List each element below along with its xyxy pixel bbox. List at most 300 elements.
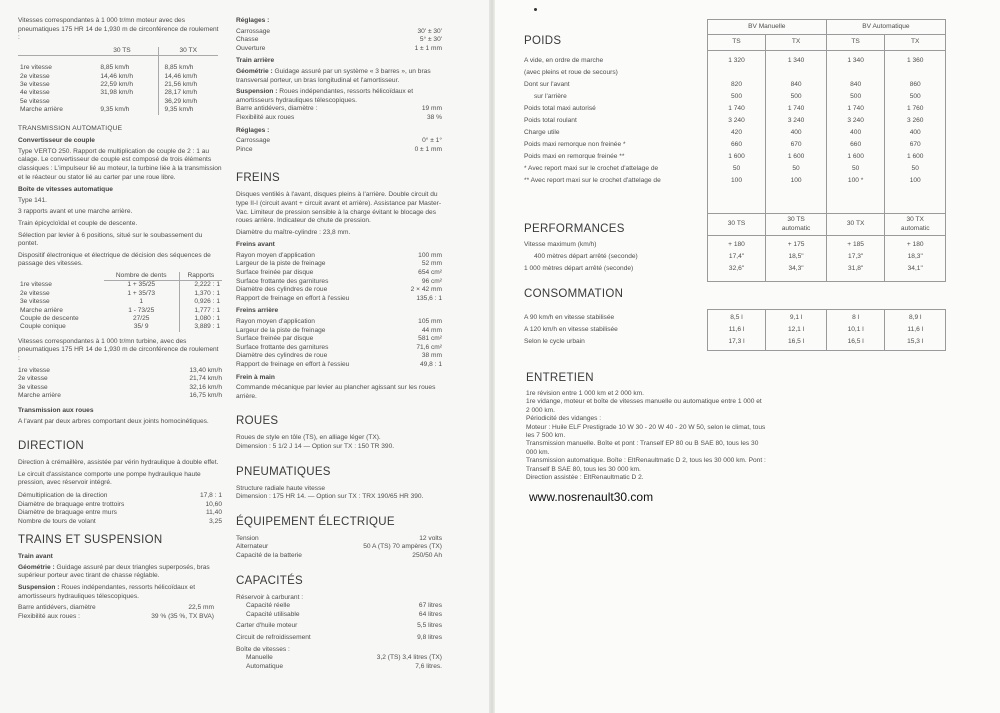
ratio-table	[18, 272, 222, 332]
bva-p3: Sélection par levier à 6 positions, situé sur le soubassement du pontet.	[18, 231, 203, 248]
reglage-arriere-label: Carrossage	[236, 137, 271, 145]
frein-avant-spec	[236, 286, 442, 295]
perf-row	[522, 240, 946, 252]
frein-avant-spec-label: Largeur de la piste de freinage	[236, 260, 326, 268]
reglage-avant	[236, 36, 442, 45]
poids-row-value: 100 *	[826, 176, 885, 188]
conso-row-value: 11,6 l	[885, 325, 946, 337]
reglage-arriere-value: 0° ± 1°	[422, 137, 442, 145]
converter-title: Convertisseur de couple	[18, 137, 95, 145]
perf-header-line1: 30 TS	[727, 220, 746, 228]
freins-arriere-title: Freins arrière	[236, 307, 279, 315]
reglage-avant-label: Chasse	[236, 36, 259, 44]
poids-row-value	[766, 68, 827, 80]
frein-arriere-spec-label: Surface freinée par disque	[236, 335, 314, 343]
frein-avant-spec	[236, 295, 442, 304]
freins-avant-title: Freins avant	[236, 241, 275, 249]
poids-row-value: 1 740	[707, 104, 766, 116]
speed-row	[18, 64, 218, 72]
frein-avant-spec-value: 100 mm	[418, 251, 442, 259]
reservoir-spec-label: Capacité utilisable	[246, 610, 300, 618]
col-header: TX	[885, 35, 946, 51]
avant-spec-value: 39 % (35 %, TX BVA)	[151, 612, 214, 620]
website-url: www.nosrenault30.com	[529, 490, 654, 504]
direction-spec	[18, 518, 222, 527]
frein-avant-spec-value: 135,6 : 1	[416, 294, 442, 302]
speed-tx: 28,17 km/h	[158, 89, 218, 97]
poids-row-value: 500	[707, 92, 766, 104]
ratio-row	[18, 315, 222, 323]
reservoir-spec-value: 67 litres	[418, 602, 442, 610]
entretien-line: Transmission manuelle. Boîte et pont : Tranself EP 80 ou B SAE 80, tous les 30 000 km.	[526, 440, 759, 456]
geometry-arriere	[236, 68, 442, 85]
perf-row-value: 31,8"	[826, 264, 885, 276]
ratio-rapport: 1,777 : 1	[179, 307, 222, 315]
entretien-line: Direction assistée : EltRenaultmatic D 2.	[526, 474, 644, 482]
speed-ts: 22,59 km/h	[100, 81, 133, 88]
ratio-rapport: 1,080 : 1	[179, 315, 222, 323]
suspension-arriere	[236, 88, 442, 105]
arriere-spec	[236, 105, 442, 114]
speed-table	[18, 47, 218, 115]
conso-row-value: 17,3 l	[707, 337, 766, 349]
direction-p2: Le circuit d'assistance comporte une pompe hydraulique haute pression, avec réservoir intégré.	[18, 470, 201, 487]
entretien-line: Périodicité des vidanges :	[526, 415, 602, 423]
speed-label: 2e vitesse	[20, 72, 50, 80]
frein-arriere-spec-value: 49,8 : 1	[420, 361, 442, 368]
perf-header-line2: automatic	[781, 224, 811, 232]
intro-text: Vitesses correspondantes à 1 000 tr/mn moteur avec des pneumatiques 175 HR 14 de 1,930 m de circonférence de roulement :	[18, 17, 219, 42]
bva-p4: Dispositif électronique et électrique de décision des séquences de passage des vitesses.	[18, 251, 211, 268]
speed-header-tx: 30 TX	[158, 47, 218, 56]
conso-row-label: Selon le cycle urbain	[524, 338, 585, 346]
direction-spec-label: Nombre de tours de volant	[18, 517, 96, 525]
poids-row-label: Poids total roulant	[524, 117, 577, 125]
perf-row-value: + 175	[766, 240, 827, 252]
suspension-text: Roues indépendantes, ressorts hélicoïdaux et amortisseurs hydrauliques télescopiques.	[236, 88, 414, 104]
boite-spec-value: 7,6 litres.	[415, 662, 442, 670]
perf-row-label: 1 000 mètres départ arrêté (seconde)	[524, 265, 634, 273]
poids-row-value: 3 260	[885, 116, 946, 128]
perf-row	[522, 264, 946, 276]
trans-roues-text: A l'avant par deux arbres comportant deux joints homocinétiques.	[18, 417, 209, 425]
reglages-title: Réglages :	[236, 17, 270, 24]
frein-arriere-spec-value: 44 mm	[421, 326, 442, 334]
frein-arriere-spec-label: Largeur de la piste de freinage	[236, 326, 326, 334]
speed-tx: 21,56 km/h	[158, 81, 218, 89]
roues-text-2: Dimension : 5 1/2 J 14 — Option sur TX : 150 TR 390.	[236, 442, 395, 450]
carter-row	[236, 622, 442, 631]
perf-col-header	[826, 214, 885, 236]
poids-row-value: 820	[707, 80, 766, 92]
conso-row-value: 15,3 l	[885, 337, 946, 349]
poids-table	[522, 19, 946, 351]
poids-row-label: Poids maxi en remorque freinée **	[524, 153, 625, 161]
avant-spec-label: Flexibilité aux roues :	[18, 612, 80, 620]
frein-arriere-spec-label: Surface frottante des garnitures	[236, 343, 329, 351]
poids-row-value: 500	[766, 92, 827, 104]
perf-row-value: + 180	[885, 240, 946, 252]
poids-row-value: 1 340	[826, 56, 885, 68]
frein-arriere-spec-value: 38 mm	[421, 352, 442, 360]
frein-arriere-spec-value: 581 cm²	[418, 335, 442, 343]
boite-spec	[236, 663, 442, 672]
trans-roues-title: Transmission aux roues	[18, 406, 94, 414]
reglage-arriere-label: Pince	[236, 145, 253, 153]
reglage-arriere	[236, 146, 442, 155]
entretien-line: Transmission automatique. Boîte : EltRenaultmatic D 2, tous les 30 000 km. Pont : Tranself B SAE 80, tous les 30 000 km.	[526, 457, 766, 473]
perf-col-header	[766, 214, 827, 236]
poids-row-value: 400	[826, 128, 885, 140]
frein-avant-spec-label: Surface frottante des garnitures	[236, 277, 329, 285]
poids-row-value: 420	[707, 128, 766, 140]
conso-row	[522, 337, 946, 349]
poids-row	[522, 140, 946, 152]
direction-p1: Direction à crémaillère, assistée par vérin hydraulique à double effet.	[18, 459, 219, 467]
reglage-arriere-value: 0 ± 1 mm	[414, 145, 442, 153]
ratio-header-dents: Nombre de dents	[104, 272, 179, 281]
poids-row	[522, 68, 946, 80]
perf-header-line2: automatic	[900, 224, 930, 232]
direction-spec-value: 11,40	[205, 509, 222, 517]
poids-row-value: 50	[707, 164, 766, 176]
equipement-spec-label: Capacité de la batterie	[236, 551, 302, 559]
poids-row-label: sur l'arrière	[534, 93, 567, 101]
boite-spec-label: Automatique	[246, 662, 284, 670]
suspension-label: Suspension :	[18, 584, 60, 592]
poids-row-label: (avec pleins et roue de secours)	[524, 69, 618, 77]
conso-row-label: A 90 km/h en vitesse stabilisée	[524, 314, 615, 322]
reglage-avant-value: 5° ± 30'	[419, 36, 442, 44]
ratio-dents: 27/25	[132, 314, 150, 322]
speed-ts: 9,35 km/h	[100, 106, 130, 114]
freins-title: FREINS	[236, 172, 280, 185]
conso-row-label: A 120 km/h en vitesse stabilisée	[524, 326, 618, 334]
conso-row-value: 16,5 l	[826, 337, 885, 349]
direction-spec-value: 17,8 : 1	[200, 491, 222, 499]
geometry-text: Guidage assuré par deux triangles superposés, bras supérieur porteur avec tirant de chasse réglable.	[18, 563, 210, 580]
speed-row	[18, 98, 218, 106]
equipement-spec	[236, 535, 442, 544]
boite-spec-value: 3,2 (TS) 3,4 litres (TX)	[376, 654, 442, 662]
conso-row-value: 11,6 l	[707, 325, 766, 337]
poids-row-value	[885, 68, 946, 80]
bva-p2: Train épicycloïdal et couple de descente.	[18, 219, 138, 227]
poids-row-value: 3 240	[766, 116, 827, 128]
performances-title: PERFORMANCES	[524, 223, 625, 236]
poids-row-value	[826, 68, 885, 80]
freins-text: Disques ventilés à l'avant, disques pleins à l'arrière. Double circuit du type II-I (circuit avant + circuit avant et arrière). Assistance par Master-Vac. Limiteur de pression sensible à la charge évitant le blocage des roues arrière. Indicateur de chute de pression.	[236, 191, 442, 225]
left-column-2	[236, 17, 442, 671]
perf-header-line1: 30 TX	[846, 220, 865, 228]
entretien-line: 1re vidange, moteur et boîte de vitesses manuelle ou automatique entre 1 000 et 2 000 km.	[526, 398, 762, 414]
entretien-line: Moteur : Huile ELF Prestigrade 10 W 30 - 20 W 40 - 20 W 50, selon le climat, tous les 7 500 km.	[526, 423, 766, 440]
reglage-avant	[236, 28, 442, 37]
poids-row-value	[707, 68, 766, 80]
reglage-avant-label: Ouverture	[236, 44, 266, 52]
poids-row-value: 50	[766, 164, 827, 176]
turbine-speed	[18, 384, 222, 393]
carter-label: Carter d'huile moteur	[236, 622, 298, 630]
turbine-speed-label: Marche arrière	[18, 392, 61, 400]
equipement-spec-value: 12 volts	[419, 534, 442, 542]
poids-row-value: 400	[885, 128, 946, 140]
poids-row-value: 670	[885, 140, 946, 152]
perf-row-label: 400 mètres départ arrêté (seconde)	[534, 253, 638, 261]
frein-arriere-spec	[236, 318, 442, 327]
equipement-spec-label: Tension	[236, 534, 259, 542]
left-column-1	[18, 17, 222, 621]
poids-row-value: 1 600	[766, 152, 827, 164]
turbine-intro: Vitesses correspondantes à 1 000 tr/mn turbine, avec des pneumatiques 175 HR 14 de 1,930 m de circonférence de roulement :	[18, 337, 219, 362]
turbine-speed-value: 13,40 km/h	[189, 366, 222, 374]
geometry-text: Guidage assuré par un système « 3 barres », un bras transversal porteur, un bras longitudinal et l'amortisseur.	[236, 67, 431, 84]
poids-row-label: ** Avec report maxi sur le crochet d'attelage de	[524, 177, 661, 185]
trains-title: TRAINS ET SUSPENSION	[18, 534, 163, 547]
poids-row-label: Dont sur l'avant	[524, 81, 570, 89]
reglage-avant-value: 1 ± 1 mm	[414, 44, 442, 52]
entretien-line: 1re révision entre 1 000 km et 2 000 km.	[526, 390, 645, 397]
transmission-title: TRANSMISSION AUTOMATIQUE	[18, 124, 123, 132]
frein-avant-spec-value: 52 mm	[421, 260, 442, 268]
direction-spec	[18, 501, 222, 510]
poids-row-value: 1 600	[826, 152, 885, 164]
ratio-header-rapports: Rapports	[179, 272, 222, 281]
perf-row-value: + 185	[826, 240, 885, 252]
poids-row	[522, 128, 946, 140]
poids-row-value: 500	[885, 92, 946, 104]
perf-header-line1: 30 TX	[906, 216, 924, 224]
poids-row-label: * Avec report maxi sur le crochet d'attelage de	[524, 165, 659, 173]
ratio-dents: 35/ 9	[133, 323, 149, 331]
ratio-label: 3e vitesse	[20, 298, 50, 306]
entretien-block	[526, 372, 766, 482]
turbine-speed-value: 21,74 km/h	[189, 375, 222, 383]
bva-title: Boîte de vitesses automatique	[18, 186, 113, 194]
poids-row	[522, 80, 946, 92]
reglage-avant-value: 30' ± 30'	[417, 27, 442, 35]
turbine-speed	[18, 392, 222, 401]
poids-row-value: 840	[766, 80, 827, 92]
frein-arriere-spec	[236, 352, 442, 361]
ratio-row	[18, 323, 222, 331]
binding-gutter	[489, 0, 495, 713]
geometry-label: Géométrie :	[236, 67, 273, 75]
poids-row	[522, 116, 946, 128]
speed-tx: 9,35 km/h	[158, 106, 218, 114]
train-avant-title: Train avant	[18, 553, 53, 561]
frein-arriere-spec-label: Rapport de freinage en effort à l'essieu	[236, 361, 350, 368]
poids-row-label: A vide, en ordre de marche	[524, 57, 604, 65]
avant-spec	[18, 613, 222, 622]
poids-row-value: 1 600	[707, 152, 766, 164]
frein-avant-spec-label: Rayon moyen d'application	[236, 251, 315, 259]
speed-tx: 36,29 km/h	[158, 98, 218, 106]
speed-row	[18, 106, 218, 114]
speed-label: 4e vitesse	[20, 89, 50, 97]
direction-spec	[18, 492, 222, 501]
equipement-spec	[236, 552, 442, 561]
direction-spec	[18, 509, 222, 518]
frein-main-title: Frein à main	[236, 373, 275, 381]
ratio-rapport: 0,926 : 1	[179, 298, 222, 306]
conso-row	[522, 313, 946, 325]
speed-label: 3e vitesse	[20, 81, 50, 88]
poids-row-value: 100	[885, 176, 946, 188]
conso-row-value: 12,1 l	[766, 325, 827, 337]
poids-row-label: Charge utile	[524, 129, 560, 137]
ratio-dents: 1	[139, 298, 144, 306]
arriere-spec-value: 19 mm	[421, 105, 442, 113]
frein-arriere-spec-label: Rayon moyen d'application	[236, 318, 315, 326]
ratio-dents: 1 - 73/25	[128, 306, 155, 314]
arriere-spec-label: Flexibilité aux roues	[236, 113, 295, 121]
speed-tx: 8,85 km/h	[158, 64, 218, 72]
poids-row-value: 100	[707, 176, 766, 188]
boite-label: Boîte de vitesses :	[236, 645, 290, 653]
refroidissement-row	[236, 634, 442, 643]
speed-ts: 14,46 km/h	[100, 72, 133, 80]
entretien-title: ENTRETIEN	[526, 372, 594, 384]
perf-col-header	[885, 214, 946, 236]
perf-row-value: 34,1"	[885, 264, 946, 276]
poids-row-value: 1 360	[885, 56, 946, 68]
frein-arriere-spec	[236, 361, 442, 370]
ratio-rapport: 2,222 : 1	[179, 281, 222, 290]
speed-header-ts: 30 TS	[86, 47, 158, 56]
avant-spec	[18, 604, 222, 613]
ratio-row	[18, 298, 222, 306]
page-mark-dot	[534, 8, 537, 11]
perf-row-value: + 180	[707, 240, 766, 252]
conso-row-value: 8,9 l	[885, 313, 946, 325]
perf-row-value: 18,5"	[766, 252, 827, 264]
ratio-rapport: 1,370 : 1	[179, 290, 222, 298]
specs-table-block	[522, 19, 946, 351]
poids-row	[522, 104, 946, 116]
speed-label: 5e vitesse	[20, 97, 50, 105]
frein-arriere-spec-value: 105 mm	[418, 318, 442, 326]
poids-row-value: 3 240	[707, 116, 766, 128]
perf-row-label: Vitesse maximum (km/h)	[524, 241, 597, 249]
perf-header-line1: 30 TS	[787, 216, 805, 224]
ratio-label: 1re vitesse	[20, 281, 52, 289]
poids-row	[522, 152, 946, 164]
frein-arriere-spec	[236, 327, 442, 336]
train-arriere-title: Train arrière	[236, 57, 275, 65]
ratio-label: 2e vitesse	[20, 289, 50, 297]
equipement-spec-label: Alternateur	[236, 543, 269, 551]
poids-row-value: 1 740	[826, 104, 885, 116]
direction-spec-value: 3,25	[209, 517, 222, 525]
speed-row	[18, 81, 218, 89]
poids-row-value: 1 340	[766, 56, 827, 68]
speed-row	[18, 73, 218, 81]
poids-row-value: 670	[766, 140, 827, 152]
col-header: TX	[766, 35, 827, 51]
frein-avant-spec-value: 654 cm²	[418, 269, 442, 277]
conso-row-value: 9,1 l	[766, 313, 827, 325]
turbine-speed-value: 16,75 km/h	[189, 392, 222, 400]
col-header: TS	[826, 35, 885, 51]
direction-spec-label: Démultiplication de la direction	[18, 491, 108, 499]
ratio-row	[18, 281, 222, 290]
pneus-text-1: Structure radiale haute vitesse	[236, 484, 326, 492]
conso-row	[522, 325, 946, 337]
frein-avant-spec	[236, 278, 442, 287]
poids-row-value: 50	[826, 164, 885, 176]
poids-title: POIDS	[524, 35, 562, 48]
perf-row-value: 18,3"	[885, 252, 946, 264]
reservoir-spec	[236, 611, 442, 620]
boite-spec	[236, 654, 442, 663]
poids-row-label: Poids maxi remorque non freinée *	[524, 141, 626, 149]
frein-avant-spec-label: Rapport de freinage en effort à l'essieu	[236, 294, 350, 302]
direction-spec-label: Diamètre de braquage entre trottoirs	[18, 500, 125, 508]
poids-row	[522, 56, 946, 68]
poids-row-value: 840	[826, 80, 885, 92]
reservoir-spec	[236, 602, 442, 611]
poids-row-value: 660	[826, 140, 885, 152]
poids-row	[522, 164, 946, 176]
pneus-text-2: Dimension : 175 HR 14. — Option sur TX : TRX 190/65 HR 390.	[236, 493, 424, 501]
frein-avant-spec-value: 2 × 42 mm	[410, 286, 442, 294]
frein-arriere-spec	[236, 344, 442, 353]
direction-title: DIRECTION	[18, 440, 84, 453]
speed-ts: 31,98 km/h	[100, 89, 133, 97]
frein-avant-spec	[236, 252, 442, 261]
converter-text: Type VERTO 250. Rapport de multiplication de couple de 2 : 1 au calage. Le convertisseur de couple est composé de trois éléments classiques : L'impulseur lié au moteur, la turbine liée à la transmission et le réacteur ou stator lié au carter par une roue libre.	[18, 147, 222, 181]
reservoir-spec-value: 64 litres	[418, 610, 442, 618]
perf-row-value: 32,6"	[707, 264, 766, 276]
frein-avant-spec-value: 96 cm²	[421, 277, 442, 285]
equipement-spec-value: 250/50 Ah	[412, 551, 442, 559]
speed-tx: 14,46 km/h	[158, 73, 218, 81]
equipement-spec	[236, 543, 442, 552]
turbine-speed-value: 32,16 km/h	[189, 383, 222, 391]
group-header-manual: BV Manuelle	[707, 20, 826, 35]
ratio-dents: 1 + 35/25	[127, 281, 156, 289]
poids-row-value: 100	[766, 176, 827, 188]
arriere-spec	[236, 114, 442, 123]
boite-spec-label: Manuelle	[246, 654, 273, 662]
speed-ts: 8,85 km/h	[100, 64, 130, 72]
reglage-avant-label: Carrossage	[236, 27, 271, 35]
ratio-row	[18, 307, 222, 315]
perf-row	[522, 252, 946, 264]
poids-row-value: 500	[826, 92, 885, 104]
pneumatiques-title: PNEUMATIQUES	[236, 465, 331, 478]
speed-row	[18, 89, 218, 97]
speed-label: Marche arrière	[20, 106, 63, 114]
maitre-cylindre: Diamètre du maître-cylindre : 23,8 mm.	[236, 228, 351, 236]
poids-row-value: 660	[707, 140, 766, 152]
conso-row-value: 8 l	[826, 313, 885, 325]
turbine-speed	[18, 367, 222, 376]
suspension-text: Roues indépendantes, ressorts hélicoïdaux et amortisseurs hydrauliques télescopiques.	[18, 584, 196, 600]
turbine-speed-label: 1re vitesse	[18, 366, 50, 374]
poids-row-value: 1 600	[885, 152, 946, 164]
frein-arriere-spec-label: Diamètre des cylindres de roue	[236, 352, 328, 360]
poids-row-value: 400	[766, 128, 827, 140]
turbine-speed	[18, 375, 222, 384]
reservoir-label: Réservoir à carburant :	[236, 593, 304, 601]
group-header-auto: BV Automatique	[826, 20, 945, 35]
roues-title: ROUES	[236, 415, 279, 428]
perf-row-value: 34,3"	[766, 264, 827, 276]
reglage-arriere	[236, 137, 442, 146]
arriere-spec-label: Barre antidévers, diamètre :	[236, 105, 318, 113]
